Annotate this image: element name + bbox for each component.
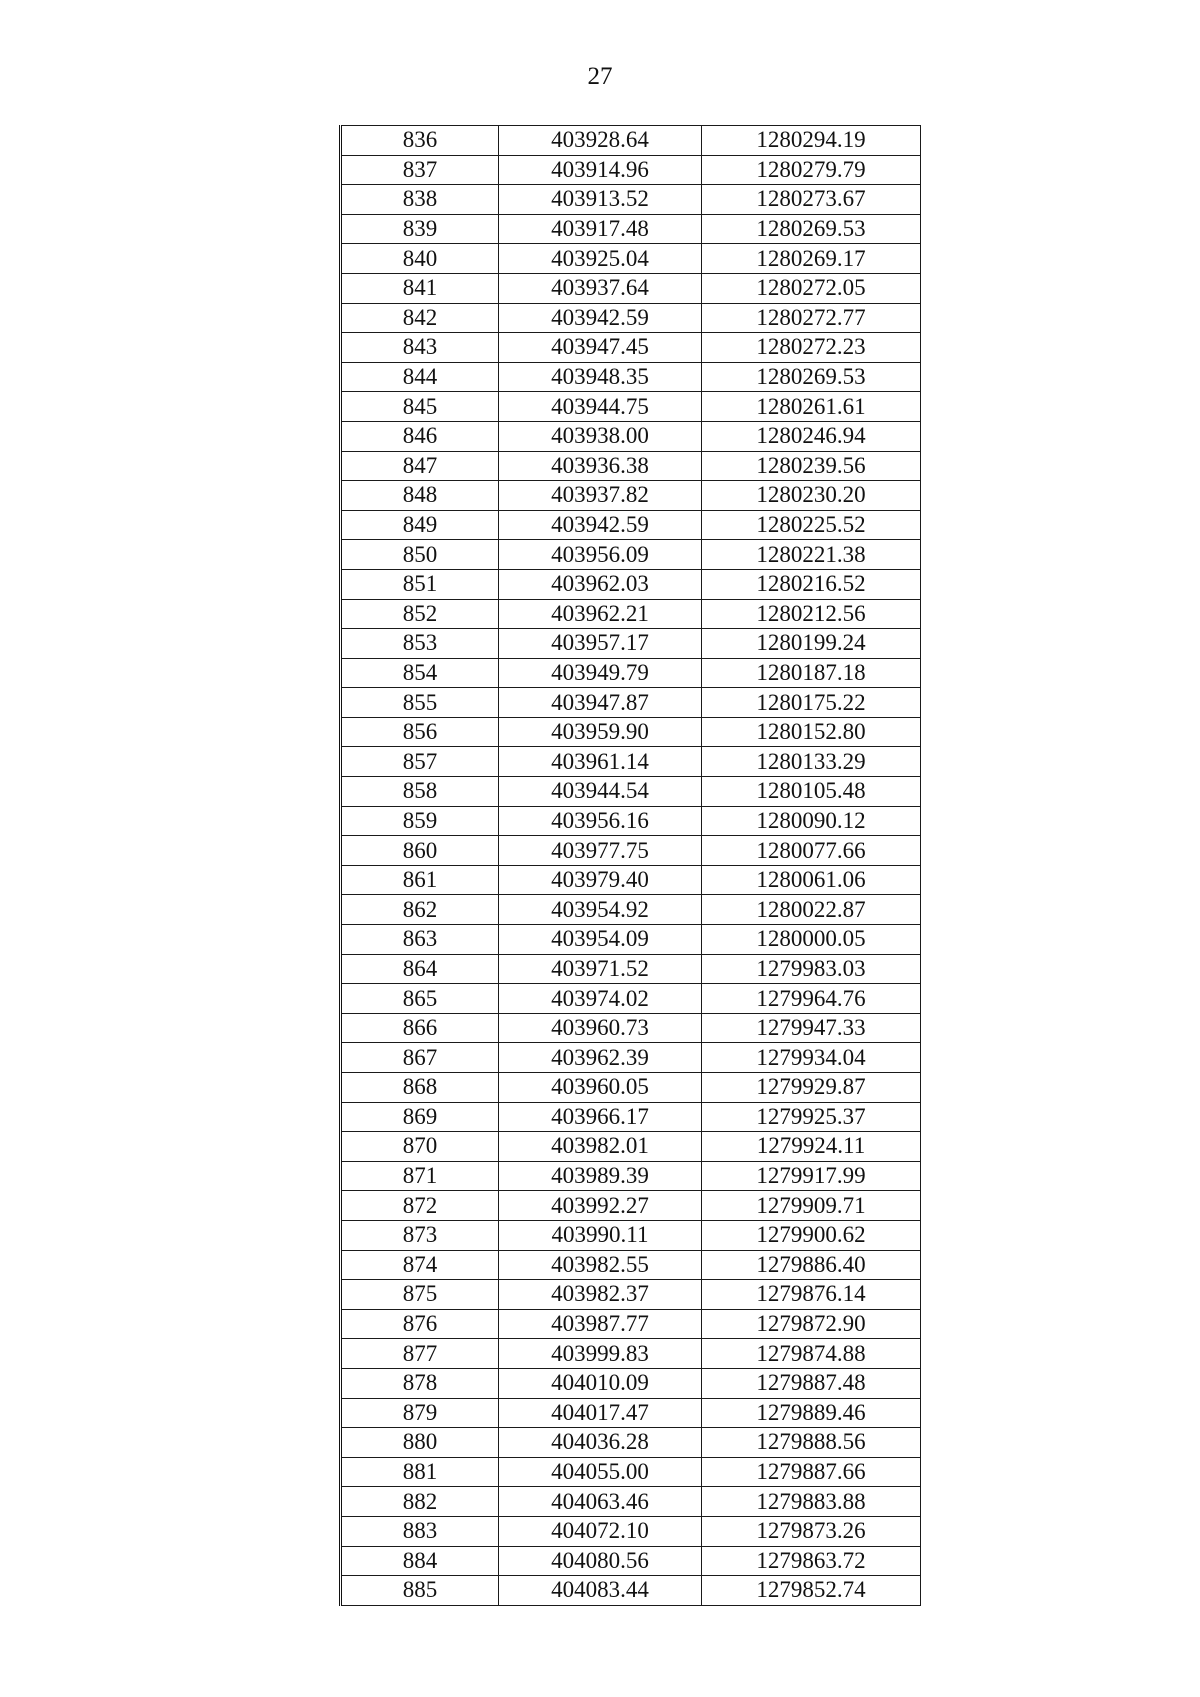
point-number-cell: 839 [341, 214, 499, 244]
point-number-cell: 864 [341, 954, 499, 984]
y-coordinate-cell: 1279883.88 [702, 1487, 921, 1517]
y-coordinate-cell: 1280105.48 [702, 777, 921, 807]
x-coordinate-cell: 403917.48 [499, 214, 702, 244]
x-coordinate-cell: 404010.09 [499, 1368, 702, 1398]
y-coordinate-cell: 1279887.66 [702, 1457, 921, 1487]
y-coordinate-cell: 1279983.03 [702, 954, 921, 984]
table-row [341, 1398, 921, 1428]
x-coordinate-cell: 403982.37 [499, 1280, 702, 1310]
x-coordinate-cell: 403938.00 [499, 421, 702, 451]
table-row [341, 1043, 921, 1073]
table-row [341, 836, 921, 866]
y-coordinate-cell: 1279873.26 [702, 1516, 921, 1546]
x-coordinate-cell: 403989.39 [499, 1161, 702, 1191]
table-row [341, 362, 921, 392]
x-coordinate-cell: 403962.21 [499, 599, 702, 629]
point-number-cell: 883 [341, 1516, 499, 1546]
point-number-cell: 848 [341, 481, 499, 511]
y-coordinate-cell: 1280175.22 [702, 688, 921, 718]
table-row [341, 126, 921, 156]
table-row [341, 510, 921, 540]
x-coordinate-cell: 403992.27 [499, 1191, 702, 1221]
x-coordinate-cell: 403954.92 [499, 895, 702, 925]
table-row [341, 1368, 921, 1398]
table-row [341, 1191, 921, 1221]
y-coordinate-cell: 1280077.66 [702, 836, 921, 866]
y-coordinate-cell: 1279863.72 [702, 1546, 921, 1576]
y-coordinate-cell: 1280090.12 [702, 806, 921, 836]
point-number-cell: 846 [341, 421, 499, 451]
y-coordinate-cell: 1279874.88 [702, 1339, 921, 1369]
table-row [341, 747, 921, 777]
x-coordinate-cell: 403913.52 [499, 185, 702, 215]
x-coordinate-cell: 404055.00 [499, 1457, 702, 1487]
x-coordinate-cell: 403944.54 [499, 777, 702, 807]
page-number: 27 [587, 63, 613, 90]
point-number-cell: 871 [341, 1161, 499, 1191]
y-coordinate-cell: 1280272.23 [702, 333, 921, 363]
y-coordinate-cell: 1280212.56 [702, 599, 921, 629]
x-coordinate-cell: 404072.10 [499, 1516, 702, 1546]
x-coordinate-cell: 403949.79 [499, 658, 702, 688]
table-row [341, 1428, 921, 1458]
y-coordinate-cell: 1279934.04 [702, 1043, 921, 1073]
y-coordinate-cell: 1279886.40 [702, 1250, 921, 1280]
x-coordinate-cell: 403966.17 [499, 1102, 702, 1132]
table-row [341, 658, 921, 688]
table-row [341, 895, 921, 925]
table-row [341, 392, 921, 422]
table-row [341, 1220, 921, 1250]
x-coordinate-cell: 403974.02 [499, 984, 702, 1014]
point-number-cell: 882 [341, 1487, 499, 1517]
table-row [341, 1487, 921, 1517]
point-number-cell: 841 [341, 273, 499, 303]
x-coordinate-cell: 403948.35 [499, 362, 702, 392]
x-coordinate-cell: 403961.14 [499, 747, 702, 777]
y-coordinate-cell: 1280230.20 [702, 481, 921, 511]
table-row [341, 1546, 921, 1576]
table-row [341, 155, 921, 185]
x-coordinate-cell: 403987.77 [499, 1309, 702, 1339]
y-coordinate-cell: 1280269.17 [702, 244, 921, 274]
table-row [341, 185, 921, 215]
x-coordinate-cell: 403957.17 [499, 629, 702, 659]
y-coordinate-cell: 1280152.80 [702, 717, 921, 747]
y-coordinate-cell: 1280221.38 [702, 540, 921, 570]
y-coordinate-cell: 1280279.79 [702, 155, 921, 185]
x-coordinate-cell: 403942.59 [499, 510, 702, 540]
y-coordinate-cell: 1279889.46 [702, 1398, 921, 1428]
table-row [341, 806, 921, 836]
table-row [341, 777, 921, 807]
point-number-cell: 879 [341, 1398, 499, 1428]
x-coordinate-cell: 403999.83 [499, 1339, 702, 1369]
point-number-cell: 873 [341, 1220, 499, 1250]
y-coordinate-cell: 1280269.53 [702, 362, 921, 392]
point-number-cell: 852 [341, 599, 499, 629]
point-number-cell: 885 [341, 1576, 499, 1606]
point-number-cell: 884 [341, 1546, 499, 1576]
point-number-cell: 868 [341, 1073, 499, 1103]
y-coordinate-cell: 1280294.19 [702, 126, 921, 156]
x-coordinate-cell: 403956.09 [499, 540, 702, 570]
y-coordinate-cell: 1280225.52 [702, 510, 921, 540]
point-number-cell: 859 [341, 806, 499, 836]
y-coordinate-cell: 1280216.52 [702, 569, 921, 599]
table-row [341, 1073, 921, 1103]
point-number-cell: 854 [341, 658, 499, 688]
table-row [341, 1309, 921, 1339]
y-coordinate-cell: 1279947.33 [702, 1013, 921, 1043]
table-row [341, 984, 921, 1014]
x-coordinate-cell: 403979.40 [499, 865, 702, 895]
x-coordinate-cell: 403960.05 [499, 1073, 702, 1103]
table-row [341, 1102, 921, 1132]
point-number-cell: 850 [341, 540, 499, 570]
x-coordinate-cell: 403962.03 [499, 569, 702, 599]
point-number-cell: 858 [341, 777, 499, 807]
y-coordinate-cell: 1279900.62 [702, 1220, 921, 1250]
y-coordinate-cell: 1279917.99 [702, 1161, 921, 1191]
table-row [341, 333, 921, 363]
table-row [341, 1161, 921, 1191]
point-number-cell: 844 [341, 362, 499, 392]
x-coordinate-cell: 403956.16 [499, 806, 702, 836]
table-row [341, 273, 921, 303]
x-coordinate-cell: 403937.64 [499, 273, 702, 303]
table-row [341, 481, 921, 511]
point-number-cell: 869 [341, 1102, 499, 1132]
point-number-cell: 867 [341, 1043, 499, 1073]
y-coordinate-cell: 1279876.14 [702, 1280, 921, 1310]
x-coordinate-cell: 403959.90 [499, 717, 702, 747]
y-coordinate-cell: 1279887.48 [702, 1368, 921, 1398]
x-coordinate-cell: 403954.09 [499, 925, 702, 955]
table-row [341, 599, 921, 629]
point-number-cell: 851 [341, 569, 499, 599]
point-number-cell: 857 [341, 747, 499, 777]
y-coordinate-cell: 1279929.87 [702, 1073, 921, 1103]
y-coordinate-cell: 1279925.37 [702, 1102, 921, 1132]
y-coordinate-cell: 1280273.67 [702, 185, 921, 215]
point-number-cell: 856 [341, 717, 499, 747]
x-coordinate-cell: 403971.52 [499, 954, 702, 984]
point-number-cell: 862 [341, 895, 499, 925]
x-coordinate-cell: 403925.04 [499, 244, 702, 274]
table-row [341, 1013, 921, 1043]
point-number-cell: 875 [341, 1280, 499, 1310]
table-row [341, 214, 921, 244]
point-number-cell: 878 [341, 1368, 499, 1398]
point-number-cell: 872 [341, 1191, 499, 1221]
table-row [341, 569, 921, 599]
y-coordinate-cell: 1279909.71 [702, 1191, 921, 1221]
x-coordinate-cell: 403947.87 [499, 688, 702, 718]
y-coordinate-cell: 1280199.24 [702, 629, 921, 659]
point-number-cell: 870 [341, 1132, 499, 1162]
x-coordinate-cell: 404063.46 [499, 1487, 702, 1517]
point-number-cell: 837 [341, 155, 499, 185]
point-number-cell: 880 [341, 1428, 499, 1458]
y-coordinate-cell: 1280269.53 [702, 214, 921, 244]
x-coordinate-cell: 403937.82 [499, 481, 702, 511]
point-number-cell: 874 [341, 1250, 499, 1280]
table-row [341, 1576, 921, 1606]
y-coordinate-cell: 1280239.56 [702, 451, 921, 481]
point-number-cell: 843 [341, 333, 499, 363]
table-row [341, 629, 921, 659]
y-coordinate-cell: 1280272.05 [702, 273, 921, 303]
x-coordinate-cell: 403947.45 [499, 333, 702, 363]
table-row [341, 865, 921, 895]
x-coordinate-cell: 403982.55 [499, 1250, 702, 1280]
y-coordinate-cell: 1280272.77 [702, 303, 921, 333]
point-number-cell: 860 [341, 836, 499, 866]
x-coordinate-cell: 403977.75 [499, 836, 702, 866]
x-coordinate-cell: 403928.64 [499, 126, 702, 156]
point-number-cell: 881 [341, 1457, 499, 1487]
point-number-cell: 876 [341, 1309, 499, 1339]
point-number-cell: 845 [341, 392, 499, 422]
point-number-cell: 840 [341, 244, 499, 274]
point-number-cell: 842 [341, 303, 499, 333]
x-coordinate-cell: 404017.47 [499, 1398, 702, 1428]
table-row [341, 1250, 921, 1280]
point-number-cell: 863 [341, 925, 499, 955]
x-coordinate-cell: 403990.11 [499, 1220, 702, 1250]
table-row [341, 421, 921, 451]
y-coordinate-cell: 1280261.61 [702, 392, 921, 422]
point-number-cell: 838 [341, 185, 499, 215]
table-row [341, 925, 921, 955]
x-coordinate-cell: 404083.44 [499, 1576, 702, 1606]
x-coordinate-cell: 403942.59 [499, 303, 702, 333]
table-row [341, 303, 921, 333]
y-coordinate-cell: 1279924.11 [702, 1132, 921, 1162]
table-row [341, 244, 921, 274]
x-coordinate-cell: 403936.38 [499, 451, 702, 481]
x-coordinate-cell: 403914.96 [499, 155, 702, 185]
y-coordinate-cell: 1280246.94 [702, 421, 921, 451]
point-number-cell: 849 [341, 510, 499, 540]
table-row [341, 1280, 921, 1310]
x-coordinate-cell: 404036.28 [499, 1428, 702, 1458]
y-coordinate-cell: 1280133.29 [702, 747, 921, 777]
coordinates-table-body [341, 126, 921, 1606]
x-coordinate-cell: 404080.56 [499, 1546, 702, 1576]
x-coordinate-cell: 403944.75 [499, 392, 702, 422]
table-row [341, 717, 921, 747]
x-coordinate-cell: 403962.39 [499, 1043, 702, 1073]
point-number-cell: 861 [341, 865, 499, 895]
table-row [341, 1516, 921, 1546]
y-coordinate-cell: 1279964.76 [702, 984, 921, 1014]
y-coordinate-cell: 1280061.06 [702, 865, 921, 895]
y-coordinate-cell: 1279888.56 [702, 1428, 921, 1458]
y-coordinate-cell: 1280000.05 [702, 925, 921, 955]
table-row [341, 954, 921, 984]
table-row [341, 688, 921, 718]
point-number-cell: 847 [341, 451, 499, 481]
point-number-cell: 836 [341, 126, 499, 156]
x-coordinate-cell: 403960.73 [499, 1013, 702, 1043]
point-number-cell: 855 [341, 688, 499, 718]
table-row [341, 1132, 921, 1162]
table-row [341, 1339, 921, 1369]
y-coordinate-cell: 1280022.87 [702, 895, 921, 925]
y-coordinate-cell: 1279852.74 [702, 1576, 921, 1606]
table-row [341, 1457, 921, 1487]
point-number-cell: 866 [341, 1013, 499, 1043]
coordinates-table [339, 125, 921, 1606]
point-number-cell: 877 [341, 1339, 499, 1369]
table-row [341, 540, 921, 570]
table-row [341, 451, 921, 481]
y-coordinate-cell: 1280187.18 [702, 658, 921, 688]
point-number-cell: 853 [341, 629, 499, 659]
y-coordinate-cell: 1279872.90 [702, 1309, 921, 1339]
point-number-cell: 865 [341, 984, 499, 1014]
x-coordinate-cell: 403982.01 [499, 1132, 702, 1162]
